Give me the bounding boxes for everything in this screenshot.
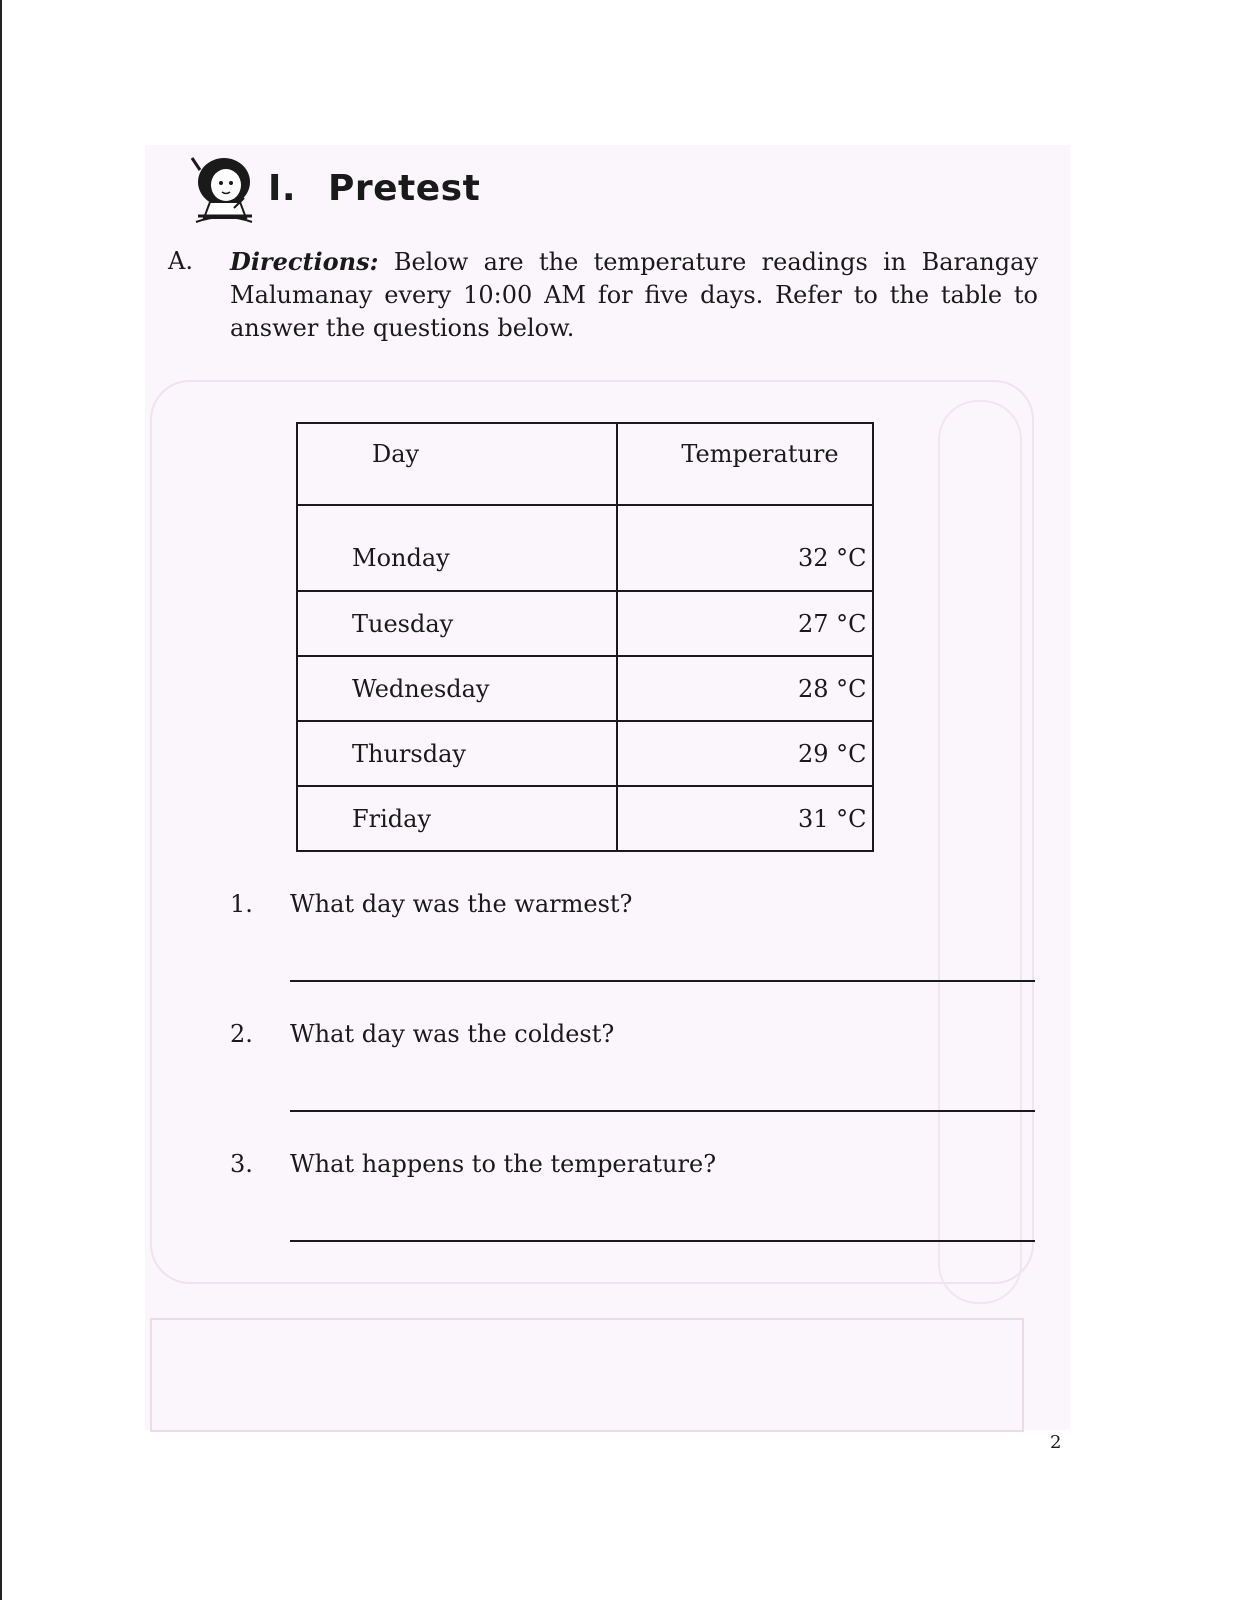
temperature-table [296,422,874,852]
table-row [297,656,873,721]
question-list [230,890,1035,1280]
day-cell: Tuesday [297,591,617,656]
answer-line[interactable] [290,1110,1035,1112]
question-text: What day was the coldest? [290,1020,615,1048]
question-item [230,1150,1035,1280]
section-heading [190,152,480,224]
section-title: Pretest [328,167,481,209]
day-cell: Friday [297,786,617,851]
answer-line[interactable] [290,980,1035,982]
question-text: What happens to the temperature? [290,1150,717,1178]
temperature-cell: 29 °C [617,721,873,786]
table-header-row [297,423,873,505]
directions-text: Below are the temperature readings in Barangay Malumanay every 10:00 AM for five days. Refer to the table to answer the questions below. [230,248,1038,342]
table-row [297,721,873,786]
question-text: What day was the warmest? [290,890,633,918]
temperature-cell: 28 °C [617,656,873,721]
directions-block [168,245,1038,345]
question-number: 2. [230,1020,253,1048]
question-number: 1. [230,890,253,918]
question-number: 3. [230,1150,253,1178]
question-item [230,890,1035,1020]
temperature-cell: 32 °C [617,505,873,591]
page-edge-line [0,0,2,1600]
directions-label: Directions: [230,247,379,276]
table-row [297,505,873,591]
temperature-cell: 31 °C [617,786,873,851]
bleed-through-box [150,1318,1024,1432]
temperature-cell: 27 °C [617,591,873,656]
day-cell: Thursday [297,721,617,786]
day-cell: Wednesday [297,656,617,721]
table-row [297,591,873,656]
answer-line[interactable] [290,1240,1035,1242]
day-cell: Monday [297,505,617,591]
section-number: I. [268,167,297,209]
header-temperature: Temperature [617,423,873,505]
header-day: Day [297,423,617,505]
directions-letter: A. [168,247,193,275]
table-row [297,786,873,851]
question-item [230,1020,1035,1150]
page-number: 2 [1050,1432,1062,1453]
student-writing-icon [190,152,258,224]
